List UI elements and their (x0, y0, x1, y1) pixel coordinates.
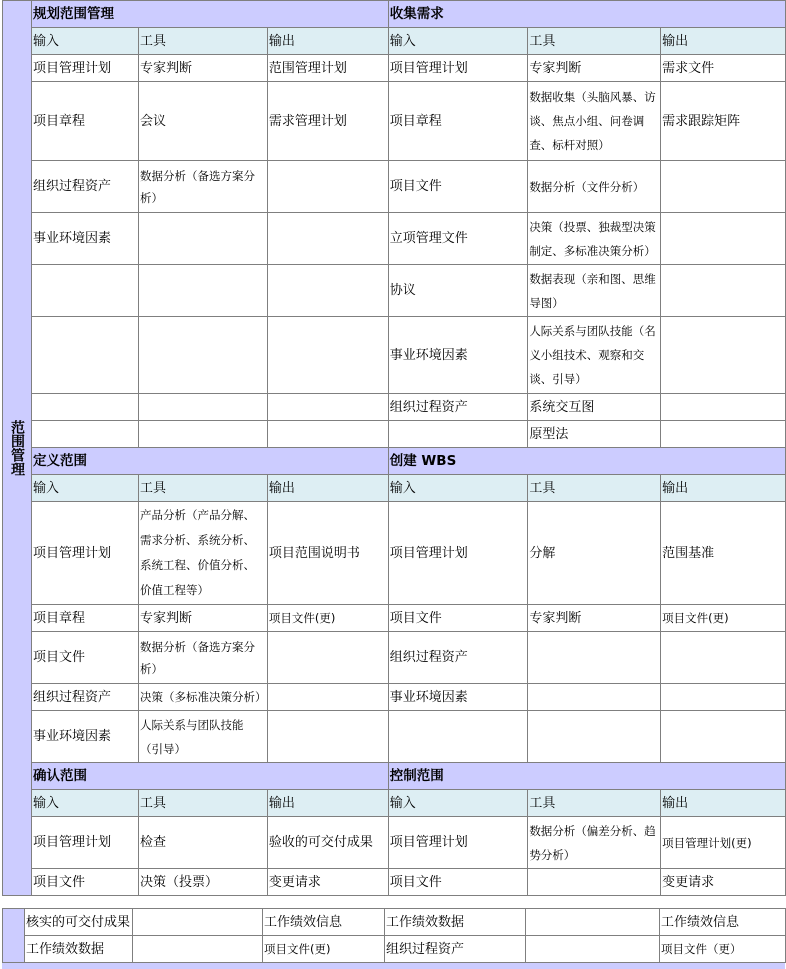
column-header-input: 输入 (32, 475, 139, 502)
section-title-collect: 收集需求 (388, 1, 785, 28)
table-cell (528, 869, 661, 896)
table-cell: 数据分析（备选方案分析） (138, 161, 267, 213)
column-header-output: 输出 (661, 790, 786, 817)
table-cell (138, 394, 267, 421)
table-cell (661, 711, 786, 763)
table-cell: 项目文件 (388, 161, 528, 213)
table-cell: 项目文件 (32, 869, 139, 896)
table-cell: 事业环境因素 (388, 684, 528, 711)
table-cell: 项目章程 (32, 82, 139, 161)
table-row (3, 502, 786, 605)
table-cell: 项目管理计划 (32, 55, 139, 82)
table-cell (267, 161, 388, 213)
column-header-input: 输入 (388, 28, 528, 55)
section-strip (2, 963, 785, 969)
table-row (3, 909, 786, 936)
table-row (3, 55, 786, 82)
table-cell: 组织过程资产 (32, 684, 139, 711)
column-header-tool: 工具 (528, 475, 661, 502)
table-cell: 项目管理计划 (388, 817, 528, 869)
table-cell: 范围基准 (661, 502, 786, 605)
table-cell (528, 632, 661, 684)
table-row (3, 936, 786, 963)
scope-management-table-continued (2, 908, 786, 963)
table-cell: 项目管理计划 (388, 55, 528, 82)
table-cell: 事业环境因素 (32, 711, 139, 763)
table-cell (138, 317, 267, 394)
column-header-tool: 工具 (138, 790, 267, 817)
table-cell: 决策（投票、独裁型决策制定、多标准决策分析） (528, 213, 661, 265)
table-cell: 立项管理文件 (388, 213, 528, 265)
table-cell: 项目文件 (32, 632, 139, 684)
table-cell (661, 394, 786, 421)
table-cell: 需求跟踪矩阵 (661, 82, 786, 161)
column-header-tool: 工具 (528, 790, 661, 817)
column-header-row (3, 28, 786, 55)
table-row (3, 265, 786, 317)
table-row (3, 684, 786, 711)
table-row (3, 817, 786, 869)
column-header-tool: 工具 (138, 28, 267, 55)
table-cell: 会议 (138, 82, 267, 161)
table-cell (133, 909, 263, 936)
table-row (3, 605, 786, 632)
table-cell: 项目文件 (388, 605, 528, 632)
table-cell: 项目章程 (388, 82, 528, 161)
table-cell: 工作绩效信息 (263, 909, 385, 936)
table-cell (32, 421, 139, 448)
table-cell: 工作绩效数据 (385, 909, 526, 936)
table-cell: 验收的可交付成果 (267, 817, 388, 869)
table-cell: 项目范围说明书 (267, 502, 388, 605)
section-title-row (3, 448, 786, 475)
column-header-input: 输入 (32, 28, 139, 55)
column-header-input: 输入 (32, 790, 139, 817)
side-label-continued (3, 909, 25, 963)
table-cell: 项目章程 (32, 605, 139, 632)
table-cell (267, 213, 388, 265)
table-cell (32, 265, 139, 317)
table-cell: 专家判断 (138, 605, 267, 632)
table-cell: 组织过程资产 (385, 936, 526, 963)
table-cell: 事业环境因素 (388, 317, 528, 394)
table-cell: 组织过程资产 (388, 394, 528, 421)
table-cell: 项目管理计划 (32, 502, 139, 605)
table-cell: 项目文件(更) (267, 605, 388, 632)
table-row (3, 317, 786, 394)
table-cell (661, 317, 786, 394)
table-cell (661, 265, 786, 317)
table-cell (388, 711, 528, 763)
column-header-row (3, 475, 786, 502)
section-title-wbs: 创建 WBS (388, 448, 785, 475)
column-header-output: 输出 (661, 475, 786, 502)
table-cell: 项目文件（更） (660, 936, 786, 963)
table-cell (267, 684, 388, 711)
table-cell: 项目管理计划(更) (661, 817, 786, 869)
table-cell: 检查 (138, 817, 267, 869)
table-cell (661, 632, 786, 684)
table-cell: 项目管理计划 (388, 502, 528, 605)
table-cell: 变更请求 (267, 869, 388, 896)
table-cell (32, 394, 139, 421)
column-header-row (3, 790, 786, 817)
table-row (3, 213, 786, 265)
table-cell (138, 421, 267, 448)
table-cell: 核实的可交付成果 (25, 909, 133, 936)
table-cell: 项目文件(更) (661, 605, 786, 632)
table-cell (133, 936, 263, 963)
column-header-tool: 工具 (528, 28, 661, 55)
table-cell: 数据分析（偏差分析、趋势分析） (528, 817, 661, 869)
section-title-row (3, 763, 786, 790)
table-cell: 项目管理计划 (32, 817, 139, 869)
table-cell: 变更请求 (661, 869, 786, 896)
table-row (3, 869, 786, 896)
side-label (3, 1, 32, 896)
table-cell (267, 632, 388, 684)
table-cell (661, 213, 786, 265)
table-cell (138, 213, 267, 265)
column-header-input: 输入 (388, 790, 528, 817)
table-cell: 需求文件 (661, 55, 786, 82)
section-title-define: 定义范围 (32, 448, 389, 475)
section-title-plan: 规划范围管理 (32, 1, 389, 28)
table-cell (388, 421, 528, 448)
table-cell (528, 684, 661, 711)
table-cell (526, 909, 660, 936)
table-cell: 需求管理计划 (267, 82, 388, 161)
table-row (3, 161, 786, 213)
table-row (3, 394, 786, 421)
table-row (3, 82, 786, 161)
table-cell (267, 317, 388, 394)
table-cell: 数据分析（备选方案分析） (138, 632, 267, 684)
column-header-output: 输出 (267, 28, 388, 55)
table-cell (661, 421, 786, 448)
table-cell (526, 936, 660, 963)
side-label-text: 范围管理 (9, 420, 25, 476)
table-cell: 组织过程资产 (388, 632, 528, 684)
table-cell: 原型法 (528, 421, 661, 448)
table-cell: 系统交互图 (528, 394, 661, 421)
table-cell: 专家判断 (528, 55, 661, 82)
table-cell: 专家判断 (528, 605, 661, 632)
page-gap (0, 897, 786, 908)
table-row (3, 421, 786, 448)
table-cell (138, 265, 267, 317)
table-cell: 项目文件(更) (263, 936, 385, 963)
table-cell: 产品分析（产品分解、需求分析、系统分析、系统工程、价值分析、价值工程等） (138, 502, 267, 605)
table-cell: 决策（投票） (138, 869, 267, 896)
table-cell: 组织过程资产 (32, 161, 139, 213)
table-cell: 人际关系与团队技能（名义小组技术、观察和交谈、引导） (528, 317, 661, 394)
column-header-output: 输出 (267, 475, 388, 502)
table-cell: 决策（多标准决策分析） (138, 684, 267, 711)
section-title-validate: 确认范围 (32, 763, 389, 790)
table-cell: 数据表现（亲和图、思维导图） (528, 265, 661, 317)
section-title-row (3, 1, 786, 28)
column-header-input: 输入 (388, 475, 528, 502)
table-cell (661, 161, 786, 213)
table-cell: 协议 (388, 265, 528, 317)
table-cell: 项目文件 (388, 869, 528, 896)
scope-management-table (2, 0, 786, 896)
table-cell (267, 394, 388, 421)
table-cell (32, 317, 139, 394)
table-cell: 专家判断 (138, 55, 267, 82)
table-cell (528, 711, 661, 763)
table-row (3, 632, 786, 684)
column-header-output: 输出 (267, 790, 388, 817)
table-cell: 数据收集（头脑风暴、访谈、焦点小组、问卷调查、标杆对照） (528, 82, 661, 161)
section-title-control: 控制范围 (388, 763, 785, 790)
table-cell (267, 421, 388, 448)
table-cell (661, 684, 786, 711)
table-cell: 工作绩效数据 (25, 936, 133, 963)
table-cell: 工作绩效信息 (660, 909, 786, 936)
table-cell: 事业环境因素 (32, 213, 139, 265)
column-header-tool: 工具 (138, 475, 267, 502)
column-header-output: 输出 (661, 28, 786, 55)
table-cell: 分解 (528, 502, 661, 605)
table-cell (267, 265, 388, 317)
table-cell: 范围管理计划 (267, 55, 388, 82)
table-cell: 人际关系与团队技能（引导） (138, 711, 267, 763)
table-cell: 数据分析（文件分析） (528, 161, 661, 213)
table-row (3, 711, 786, 763)
table-cell (267, 711, 388, 763)
